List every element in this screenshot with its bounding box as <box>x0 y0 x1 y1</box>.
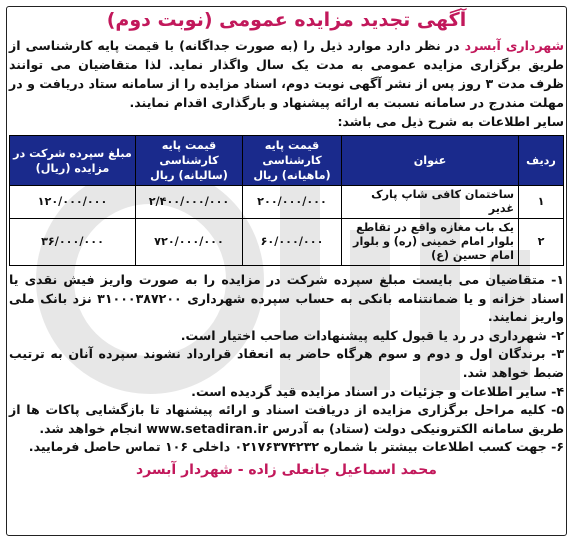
condition-item: ۱- متقاضیان می بایست مبلغ سپرده شرکت در مزایده را به صورت واریز فیش نقدی یا اسناد خزانه و یا ضمانتنامه بانکی به حساب سپرده شهرداری ۳۱۰۰۰۳۸۷۲۰۰ نزد بانک ملی واریز نمایند. <box>9 272 564 325</box>
condition-item: ۴- سایر اطلاعات و جزئیات در اسناد مزایده قید گردیده است. <box>191 383 564 399</box>
intro-more-info: سایر اطلاعات به شرح ذیل می باشد: <box>337 114 564 129</box>
signature: محمد اسماعیل جانعلی زاده - شهردار آبسرد <box>136 461 437 478</box>
condition-item: ۳- برندگان اول و دوم و سوم هرگاه حاضر به انعقاد قرارداد نشوند سپرده آنان به ترتیب ضبط خواهد شد. <box>9 346 564 380</box>
ad-title: آگهی تجدید مزایده عمومی (نوبت دوم) <box>106 9 467 31</box>
row-yearly: ۲/۴۰۰/۰۰۰/۰۰۰ <box>136 186 243 219</box>
row-monthly: ۲۰۰/۰۰۰/۰۰۰ <box>243 186 342 219</box>
table-header-row <box>10 136 564 186</box>
intro-body: در نظر دارد موارد ذیل را (به صورت جداگانه) با قیمت پایه کارشناسی از طریق برگزاری مزایده عمومی به مدت یک سال واگذار نماید. لذا متقاضیان می توانند ظرف مدت ۳ روز پس از نشر آگهی نوبت دوم، اسناد مزایده را از سامانه ستاد دریافت و در مهلت مندرج در سامانه نسبت به ارائه پیشنهاد و بارگذاری اقدام نمایند. <box>9 38 564 110</box>
table-row <box>10 186 564 219</box>
col-yearly-header: قیمت پایه کارشناسی (سالیانه) ریال <box>136 136 243 186</box>
row-deposit: ۱۲۰/۰۰۰/۰۰۰ <box>10 186 136 219</box>
row-number: ۱ <box>519 186 564 219</box>
condition-item: ۲- شهرداری در رد یا قبول کلیه پیشنهادات صاحب اختیار است. <box>180 327 564 343</box>
row-number: ۲ <box>519 219 564 266</box>
condition-item: ۵- کلیه مراحل برگزاری مزایده از دریافت اسناد و ارائه پیشنهاد تا بازگشایی پاکات ها از طریق سامانه الکترونیکی دولت (ستاد) به آدرس www.setadiran.ir انجام خواهد شد. <box>9 402 564 436</box>
col-row-header: ردیف <box>519 136 564 186</box>
intro-paragraph <box>9 36 564 131</box>
condition-item: ۶- جهت کسب اطلاعات بیشتر با شماره ۰۲۱۷۶۳۷۴۲۳۲ داخلی ۱۰۶ تماس حاصل فرمایید. <box>28 439 564 455</box>
col-deposit-header: مبلغ سپرده شرکت در مزایده (ریال) <box>10 136 136 186</box>
organization-name: شهرداری آبسرد <box>464 38 564 53</box>
conditions-list <box>9 271 564 457</box>
row-title: یک باب مغازه واقع در تقاطع بلوار امام خمینی (ره) و بلوار امام حسین (ع) <box>342 219 519 266</box>
auction-items-table <box>9 135 564 266</box>
intro-text <box>9 36 564 112</box>
row-monthly: ۶۰/۰۰۰/۰۰۰ <box>243 219 342 266</box>
col-monthly-header: قیمت پایه کارشناسی (ماهیانه) ریال <box>243 136 342 186</box>
row-title: ساختمان کافی شاپ پارک غدیر <box>342 186 519 219</box>
ad-content <box>9 8 564 480</box>
row-yearly: ۷۲۰/۰۰۰/۰۰۰ <box>136 219 243 266</box>
row-deposit: ۳۶/۰۰۰/۰۰۰ <box>10 219 136 266</box>
table-row <box>10 219 564 266</box>
col-title-header: عنوان <box>342 136 519 186</box>
